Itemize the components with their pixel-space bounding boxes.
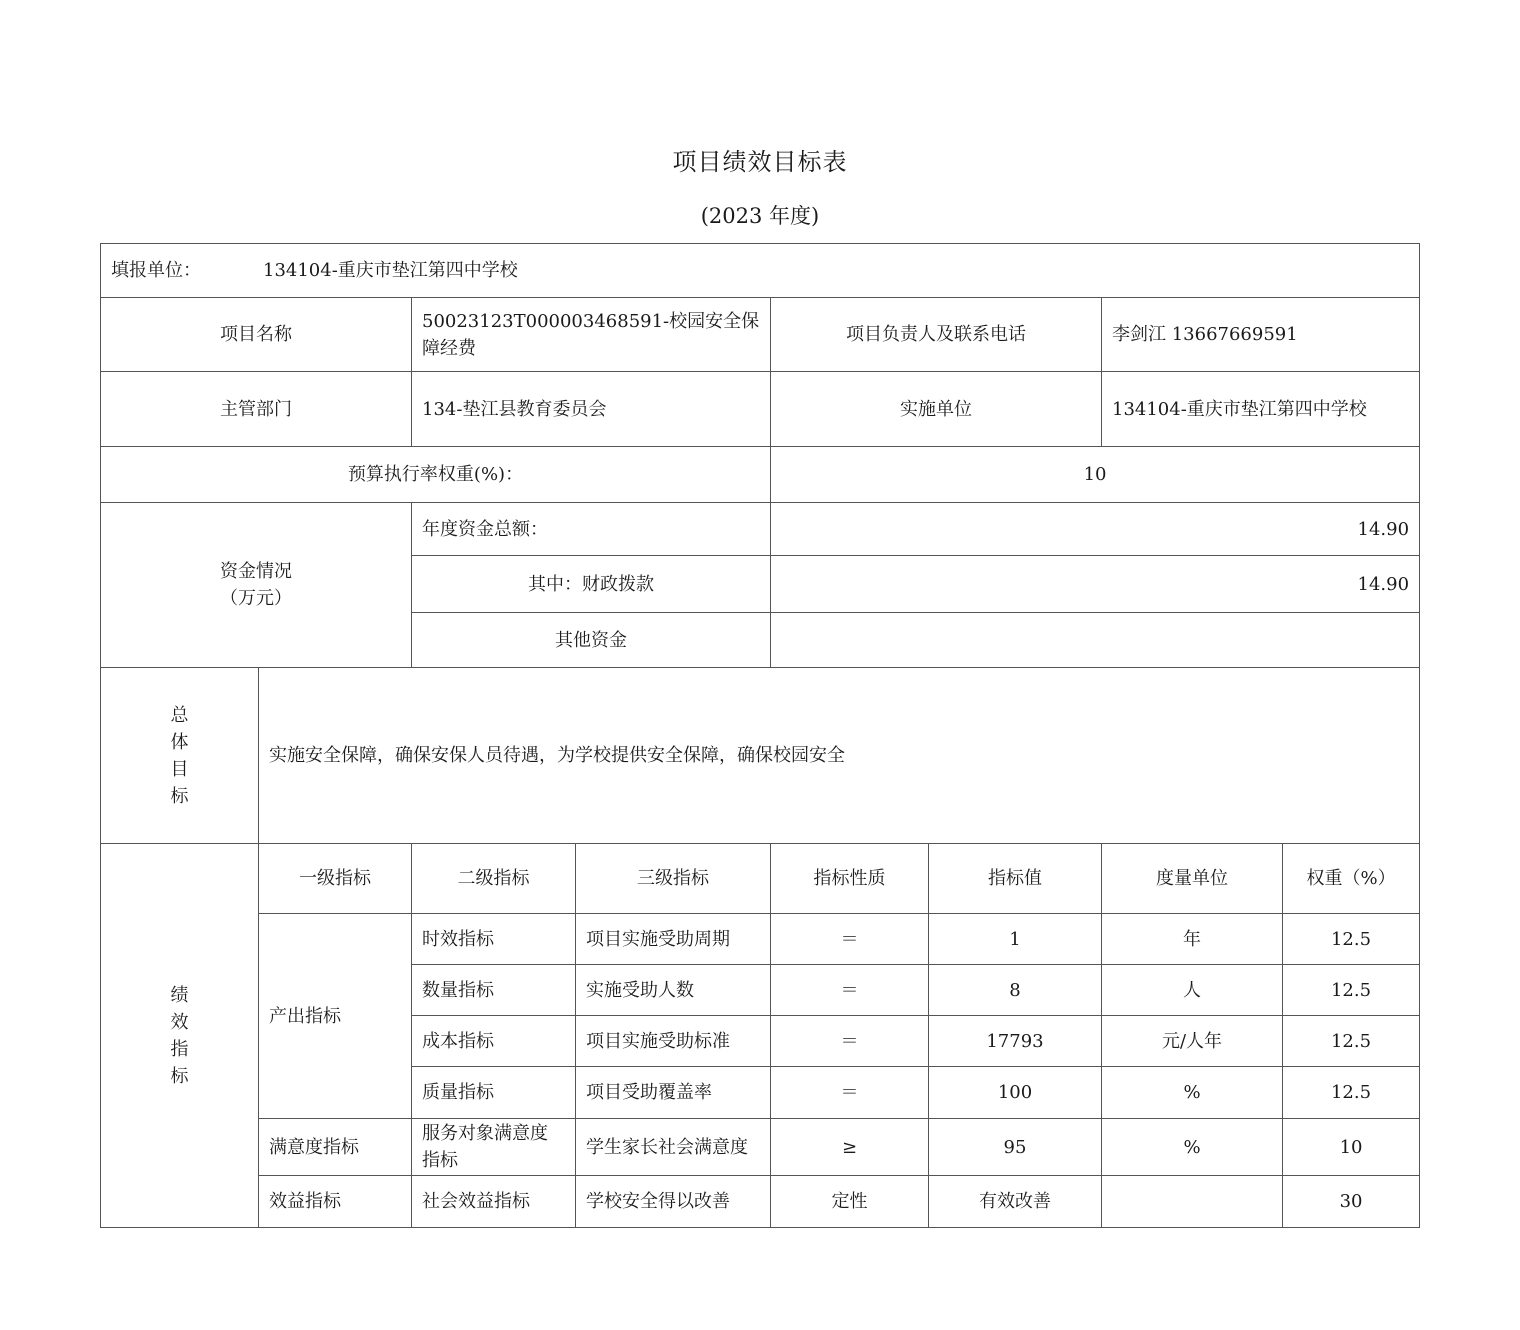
overall-goal-label [101,668,259,844]
header-weight: 权重（%） [1283,844,1420,914]
value-cell: 有效改善 [929,1176,1102,1228]
table-row [101,1119,1420,1176]
level3-cell: 学生家长社会满意度 [576,1119,771,1176]
header-level3: 三级指标 [576,844,771,914]
header-value: 指标值 [929,844,1102,914]
indicator-header-row [101,844,1420,914]
page-title: 项目绩效目标表 [672,148,848,176]
header-level1: 一级指标 [259,844,412,914]
header-nature: 指标性质 [771,844,929,914]
nature-cell: ＝ [771,1067,929,1119]
performance-indicators-char: 指 [170,1038,189,1060]
performance-indicators-label [101,844,259,1228]
weight-cell: 12.5 [1283,1067,1420,1119]
department-value: 134-垫江县教育委员会 [412,372,771,447]
performance-indicators-char: 标 [170,1065,189,1087]
header-level2: 二级指标 [412,844,576,914]
value-cell: 17793 [929,1016,1102,1067]
overall-goal-char: 标 [170,785,189,807]
weight-cell: 12.5 [1283,965,1420,1016]
department-label: 主管部门 [101,372,412,447]
funds-label-line2: （万元） [220,588,292,609]
funds-label [101,503,412,668]
level2-cell: 成本指标 [412,1016,576,1067]
value-cell: 8 [929,965,1102,1016]
level3-cell: 项目实施受助标准 [576,1016,771,1067]
overall-goal-char: 总 [170,704,189,726]
weight-cell: 30 [1283,1176,1420,1228]
project-row [101,298,1420,372]
project-name-value: 50023123T000003468591-校园安全保障经费 [412,298,771,372]
value-cell: 95 [929,1119,1102,1176]
unit-cell [1102,1176,1283,1228]
performance-target-table [100,243,1420,1228]
unit-cell: % [1102,1067,1283,1119]
level3-cell: 实施受助人数 [576,965,771,1016]
budget-weight-row [101,447,1420,503]
page-subtitle-year: (2023 年度) [700,204,820,228]
implementing-unit-value: 134104-重庆市垫江第四中学校 [1102,372,1420,447]
level3-cell: 项目受助覆盖率 [576,1067,771,1119]
performance-indicators-char: 绩 [170,984,189,1006]
funds-fiscal-value: 14.90 [771,556,1420,613]
weight-cell: 12.5 [1283,1016,1420,1067]
value-cell: 1 [929,914,1102,965]
overall-goal-text: 实施安全保障，确保安保人员待遇，为学校提供安全保障，确保校园安全 [259,668,1420,844]
funds-fiscal-label: 其中：财政拨款 [412,556,771,613]
department-row [101,372,1420,447]
overall-goal-row [101,668,1420,844]
budget-weight-label: 预算执行率权重(%)： [101,447,771,503]
budget-weight-value: 10 [771,447,1420,503]
project-name-label: 项目名称 [101,298,412,372]
weight-cell: 12.5 [1283,914,1420,965]
project-owner-value: 李剑江 13667669591 [1102,298,1420,372]
funds-total-value: 14.90 [771,503,1420,556]
funds-other-value [771,613,1420,668]
unit-cell: % [1102,1119,1283,1176]
funds-label-line1: 资金情况 [220,561,292,582]
reporting-unit-label: 填报单位： [111,260,201,281]
reporting-unit-row [101,244,1420,298]
output-indicator-label: 产出指标 [259,914,412,1119]
level2-cell: 质量指标 [412,1067,576,1119]
benefit-indicator-label: 效益指标 [259,1176,412,1228]
overall-goal-char: 目 [170,758,189,780]
nature-cell: ≥ [771,1119,929,1176]
level2-cell: 数量指标 [412,965,576,1016]
level2-cell: 社会效益指标 [412,1176,576,1228]
level2-cell: 时效指标 [412,914,576,965]
weight-cell: 10 [1283,1119,1420,1176]
reporting-unit-cell [101,244,1420,298]
value-cell: 100 [929,1067,1102,1119]
funds-total-label: 年度资金总额： [412,503,771,556]
satisfaction-indicator-label: 满意度指标 [259,1119,412,1176]
table-row [101,1176,1420,1228]
nature-cell: ＝ [771,965,929,1016]
nature-cell: 定性 [771,1176,929,1228]
unit-cell: 年 [1102,914,1283,965]
funds-total-row [101,503,1420,556]
reporting-unit-value: 134104-重庆市垫江第四中学校 [263,260,518,281]
funds-other-label: 其他资金 [412,613,771,668]
unit-cell: 人 [1102,965,1283,1016]
overall-goal-char: 体 [170,731,189,753]
header-unit: 度量单位 [1102,844,1283,914]
performance-indicators-char: 效 [170,1011,189,1033]
table-row [101,914,1420,965]
unit-cell: 元/人年 [1102,1016,1283,1067]
level3-cell: 项目实施受助周期 [576,914,771,965]
nature-cell: ＝ [771,914,929,965]
level2-cell: 服务对象满意度指标 [412,1119,576,1176]
project-owner-label: 项目负责人及联系电话 [771,298,1102,372]
nature-cell: ＝ [771,1016,929,1067]
level3-cell: 学校安全得以改善 [576,1176,771,1228]
implementing-unit-label: 实施单位 [771,372,1102,447]
